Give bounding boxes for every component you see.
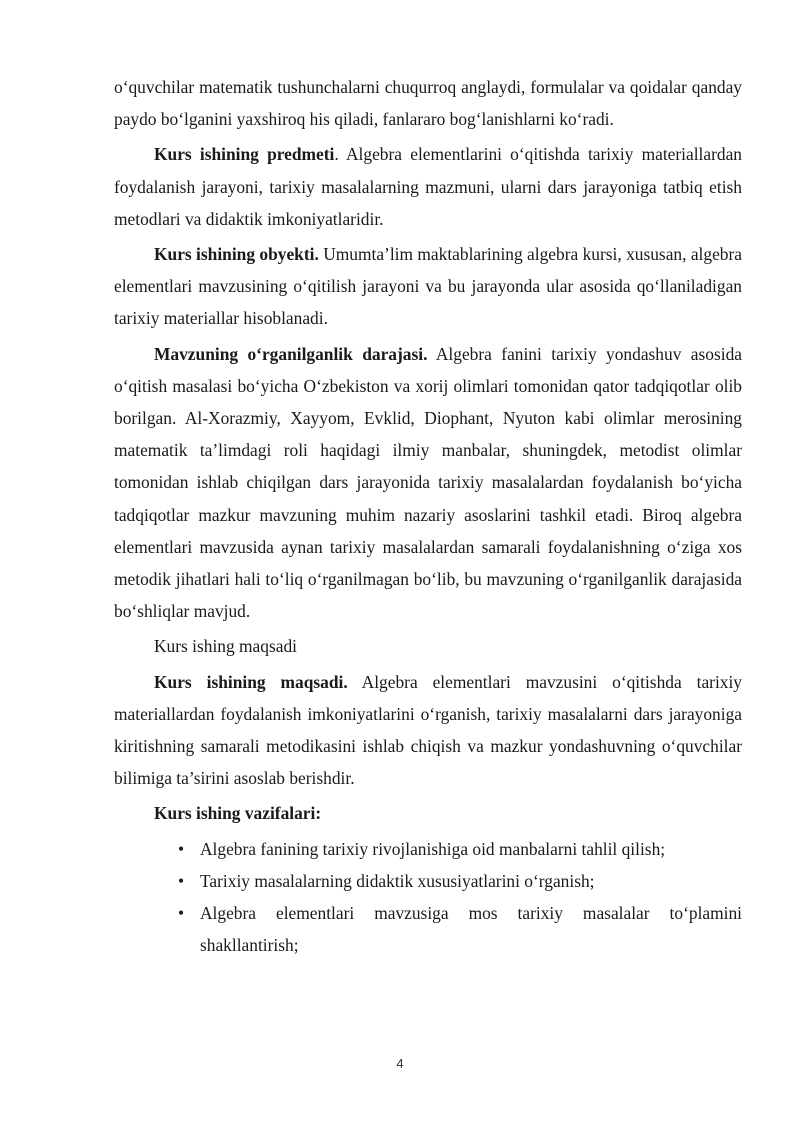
maqsad-text: Algebra elementlari mavzusini o‘qitishda tarixiy materiallardan foydalanish imkoniyatlarini o‘rganish, tarixiy masalalarni dars jarayoniga kiritishning samarali metodikasini ishlab chiqish va mazkur yondashuvning o‘quvchilar bilimiga ta’sirini asoslab berishdir. <box>114 671 743 789</box>
darajasi-heading: Mavzuning o‘rganilganlik darajasi. <box>154 343 428 364</box>
tasks-list <box>114 833 742 962</box>
predmet-paragraph <box>114 138 742 235</box>
maqsad-plain-line: Kurs ishing maqsadi <box>154 636 297 657</box>
predmet-text: . Algebra elementlarini o‘qitishda tarixiy materiallardan foydalanish jarayoni, tarixiy masalalarning mazmuni, ularni dars jarayoniga tatbiq etish metodlari va didaktik imkoniyatlaridir. <box>114 144 742 229</box>
obyekt-text: Umumta’lim maktablarining algebra kursi, xususan, algebra elementlari mavzusining o‘qitilish jarayoni va bu jarayonda ular asosida qo‘llaniladigan tarixiy materiallar hisoblanadi. <box>114 244 743 329</box>
vazifalar-paragraph <box>114 797 742 829</box>
darajasi-text: Algebra fanini tarixiy yondashuv asosida o‘qitish masalasi bo‘yicha O‘zbekiston va xorij olimlari tomonidan qator tadqiqotlar olib borilgan. Al-Xorazmiy, Xayyom, Evklid, Diophant, Nyuton kabi olimlar merosining matematik ta’limdagi roli haqidagi ilmiy manbalar, shuningdek, metodist olimlar tomonidan ishlab chiqilgan dars jarayonida tarixiy masalalardan foydalanish bo‘yicha tadqiqotlar mazkur mavzuning muhim nazariy asoslarini tashkil etadi. Biroq algebra elementlari mavzusida aynan tarixiy masalalardan samarali foydalanishning o‘ziga xos metodik jihatlari hali to‘liq o‘rganilmagan bo‘lib, bu mavzuning o‘rganilganlik darajasida bo‘shliqlar mavjud. <box>114 343 742 622</box>
task-text: Algebra fanining tarixiy rivojlanishiga oid manbalarni tahlil qilish; <box>200 838 666 859</box>
obyekt-heading: Kurs ishining obyekti. <box>154 244 319 265</box>
predmet-heading: Kurs ishining predmeti <box>154 144 335 165</box>
bullet-icon: • <box>178 870 185 891</box>
bullet-icon: • <box>178 838 185 859</box>
bullet-icon: • <box>178 903 185 924</box>
task-text: Tarixiy masalalarning didaktik xususiyatlarini o‘rganish; <box>200 870 595 891</box>
obyekt-paragraph <box>114 238 742 335</box>
page-content <box>114 71 742 961</box>
list-item <box>114 897 742 961</box>
list-item <box>114 865 742 897</box>
task-text: Algebra elementlari mavzusiga mos tarixiy masalalar to‘plamini shakllantirish; <box>200 903 742 956</box>
vazifalar-heading: Kurs ishing vazifalari: <box>154 803 322 824</box>
list-item <box>114 833 742 865</box>
darajasi-paragraph <box>114 338 742 628</box>
maqsad-heading: Kurs ishining maqsadi. <box>154 671 348 692</box>
page-number: 4 <box>396 1056 404 1071</box>
intro-paragraph: o‘quvchilar matematik tushunchalarni chuqurroq anglaydi, formulalar va qoidalar qanday paydo bo‘lganini yaxshiroq his qiladi, fanlararo bog‘lanishlarni ko‘radi. <box>114 77 742 130</box>
maqsad-paragraph <box>114 666 742 795</box>
